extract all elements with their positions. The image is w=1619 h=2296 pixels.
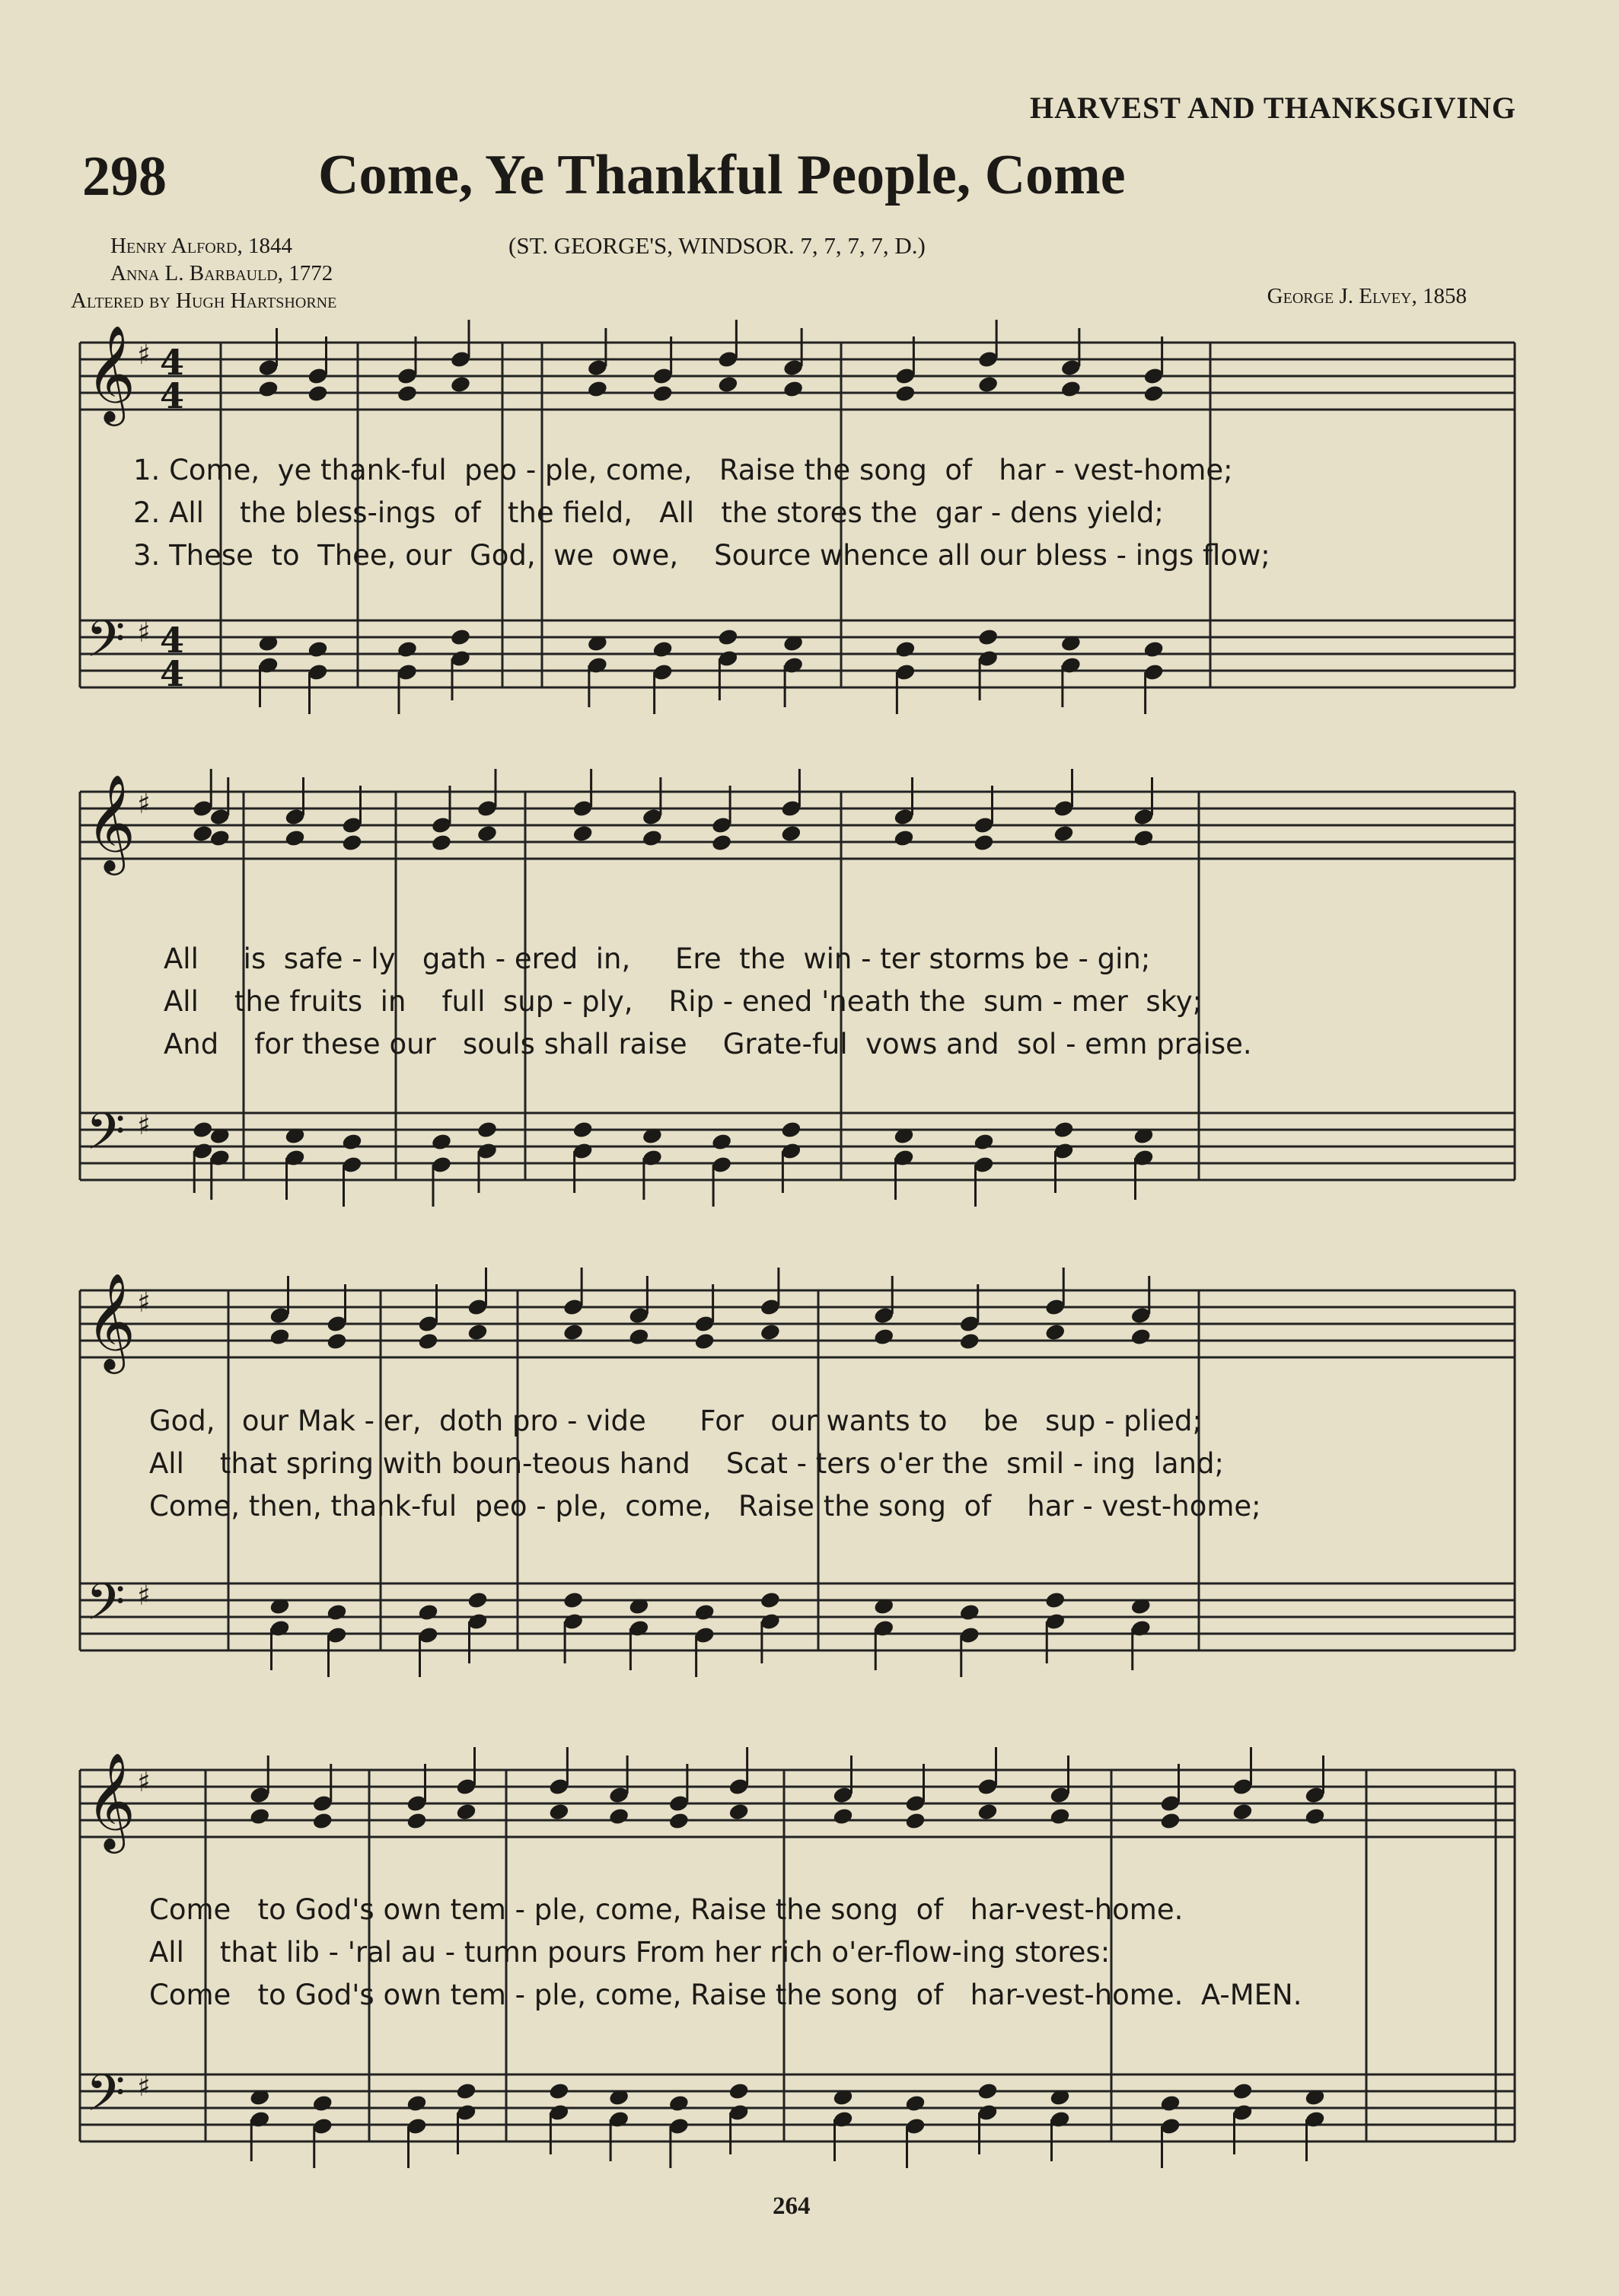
note-head xyxy=(249,1807,271,1826)
treble-clef-icon: 𝄞 xyxy=(86,773,136,871)
verse-2-line: All that lib - 'ral au - tumn pours From her rich o'er-flow-ing stores: xyxy=(149,1936,1111,1969)
note-head xyxy=(1304,1807,1326,1826)
hymn-title: Come, Ye Thankful People, Come xyxy=(318,144,1126,206)
note-head xyxy=(904,2094,926,2113)
verse-1-line: All is safe - ly gath - ered in, Ere the win - ter storms be - gin; xyxy=(164,942,1151,975)
note-head xyxy=(417,1602,439,1622)
note-head xyxy=(311,2094,333,2113)
note-head xyxy=(406,2094,428,2113)
note-head xyxy=(977,375,999,394)
time-signature: 4 xyxy=(160,653,185,694)
note-head xyxy=(455,2081,477,2100)
time-signature: 4 xyxy=(160,620,185,661)
bass-clef-icon: 𝄢 xyxy=(86,2064,126,2135)
note-head xyxy=(326,1331,348,1350)
note-head xyxy=(548,2081,570,2100)
note-head xyxy=(257,379,279,398)
note-head xyxy=(728,1802,750,1821)
note-head xyxy=(341,1132,363,1151)
note-head xyxy=(476,824,499,843)
note-head xyxy=(973,833,995,852)
note-head xyxy=(668,2094,690,2113)
note-head xyxy=(548,1802,570,1821)
note-head xyxy=(192,1120,214,1139)
note-head xyxy=(209,828,231,847)
note-head xyxy=(431,1132,453,1151)
note-head xyxy=(572,1120,594,1139)
note-head xyxy=(760,1590,782,1609)
note-head xyxy=(455,1802,477,1821)
note-head xyxy=(1143,384,1165,403)
note-head xyxy=(693,1602,715,1622)
key-signature-sharp: ♯ xyxy=(137,1767,151,1798)
note-head xyxy=(450,627,472,646)
verse-1-line: Come to God's own tem - ple, come, Raise the song of har-vest-home. xyxy=(149,1893,1184,1926)
time-signature: 4 xyxy=(160,375,185,416)
note-head xyxy=(977,2081,999,2100)
note-head xyxy=(450,375,472,394)
verse-3-line: 3. These to Thee, our God, we owe, Source whence all our bless - ings flow; xyxy=(133,539,1270,572)
key-signature-sharp: ♯ xyxy=(137,1580,151,1612)
note-head xyxy=(1143,639,1165,659)
note-head xyxy=(728,2081,750,2100)
note-head xyxy=(894,384,916,403)
bass-clef-icon: 𝄢 xyxy=(86,1573,126,1644)
verse-3-line: Come to God's own tem - ple, come, Raise the song of har-vest-home. A-MEN. xyxy=(149,1979,1302,2011)
author-credit: Henry Alford, 1844 xyxy=(110,234,292,258)
note-head xyxy=(563,1322,585,1341)
note-head xyxy=(628,1327,650,1346)
note-head xyxy=(1159,2094,1181,2113)
note-head xyxy=(1053,824,1075,843)
note-head xyxy=(1133,828,1155,847)
note-head xyxy=(893,828,915,847)
note-head xyxy=(307,384,329,403)
composer-credit: George J. Elvey, 1858 xyxy=(1267,284,1467,308)
page-number: 264 xyxy=(773,2192,811,2220)
note-head xyxy=(417,1331,439,1350)
note-head xyxy=(782,379,805,398)
note-head xyxy=(1232,1802,1254,1821)
note-head xyxy=(587,379,609,398)
note-head xyxy=(1159,1811,1181,1830)
note-head xyxy=(1130,1327,1152,1346)
section-heading: HARVEST AND THANKSGIVING xyxy=(1029,91,1516,125)
note-head xyxy=(668,1811,690,1830)
note-head xyxy=(904,1811,926,1830)
key-signature-sharp: ♯ xyxy=(137,1110,151,1141)
note-head xyxy=(269,1327,291,1346)
author-credit: Anna L. Barbauld, 1772 xyxy=(110,261,333,285)
note-head xyxy=(760,1322,782,1341)
note-head xyxy=(958,1331,980,1350)
key-signature-sharp: ♯ xyxy=(137,789,151,820)
note-head xyxy=(1049,1807,1071,1826)
note-head xyxy=(326,1602,348,1622)
note-head xyxy=(341,833,363,852)
note-head xyxy=(652,639,674,659)
note-head xyxy=(977,1802,999,1821)
note-head xyxy=(397,639,419,659)
verse-2-line: All that spring with boun-teous hand Scat - ters o'er the smil - ing land; xyxy=(149,1447,1224,1480)
notes xyxy=(192,320,1326,2168)
note-head xyxy=(717,375,739,394)
note-head xyxy=(406,1811,428,1830)
note-head xyxy=(572,824,594,843)
bass-clef-icon: 𝄢 xyxy=(86,1102,126,1173)
tune-name: (ST. GEORGE'S, WINDSOR. 7, 7, 7, 7, D.) xyxy=(508,232,926,259)
bass-clef-icon: 𝄢 xyxy=(86,610,126,681)
note-head xyxy=(476,1120,499,1139)
note-head xyxy=(563,1590,585,1609)
note-head xyxy=(958,1602,980,1622)
key-signature-sharp: ♯ xyxy=(137,617,151,649)
note-head xyxy=(642,828,664,847)
note-head xyxy=(973,1132,995,1151)
treble-clef-icon: 𝄞 xyxy=(86,1272,136,1370)
note-head xyxy=(894,639,916,659)
alteration-credit: Altered by Hugh Hartshorne xyxy=(71,289,337,313)
verse-3-line: And for these our souls shall raise Grate-ful vows and sol - emn praise. xyxy=(164,1028,1252,1060)
note-head xyxy=(693,1331,715,1350)
note-head xyxy=(780,1120,802,1139)
note-head xyxy=(608,1807,630,1826)
key-signature-sharp: ♯ xyxy=(137,340,151,371)
key-signature-sharp: ♯ xyxy=(137,2071,151,2103)
treble-clef-icon: 𝄞 xyxy=(86,1752,136,1849)
treble-clef-icon: 𝄞 xyxy=(86,324,136,422)
note-head xyxy=(431,833,453,852)
verse-1-line: God, our Mak - er, doth pro - vide For our wants to be sup - plied; xyxy=(149,1405,1202,1437)
note-head xyxy=(311,1811,333,1830)
note-head xyxy=(1053,1120,1075,1139)
note-head xyxy=(1044,1590,1066,1609)
note-head xyxy=(832,1807,854,1826)
note-head xyxy=(284,828,306,847)
time-signature: 4 xyxy=(160,342,185,383)
note-head xyxy=(711,1132,733,1151)
hymn-number: 298 xyxy=(82,145,167,208)
note-head xyxy=(977,627,999,646)
verse-3-line: Come, then, thank-ful peo - ple, come, Raise the song of har - vest-home; xyxy=(149,1490,1261,1523)
note-head xyxy=(397,384,419,403)
note-head xyxy=(873,1327,895,1346)
verse-2-line: All the fruits in full sup - ply, Rip - ened 'neath the sum - mer sky; xyxy=(164,985,1203,1018)
verse-1-line: 1. Come, ye thank-ful peo - ple, come, Raise the song of har - vest-home; xyxy=(133,454,1233,486)
note-head xyxy=(467,1322,489,1341)
note-head xyxy=(780,824,802,843)
note-head xyxy=(1044,1322,1066,1341)
note-head xyxy=(711,833,733,852)
note-head xyxy=(467,1590,489,1609)
note-head xyxy=(652,384,674,403)
note-head xyxy=(192,824,214,843)
note-head xyxy=(1232,2081,1254,2100)
clefs xyxy=(86,324,184,2135)
staff-lines xyxy=(80,343,1515,2141)
verse-2-line: 2. All the bless-ings of the field, All the stores the gar - dens yield; xyxy=(133,496,1164,529)
note-head xyxy=(717,627,739,646)
note-head xyxy=(1060,379,1082,398)
key-signature-sharp: ♯ xyxy=(137,1287,151,1319)
note-head xyxy=(307,639,329,659)
